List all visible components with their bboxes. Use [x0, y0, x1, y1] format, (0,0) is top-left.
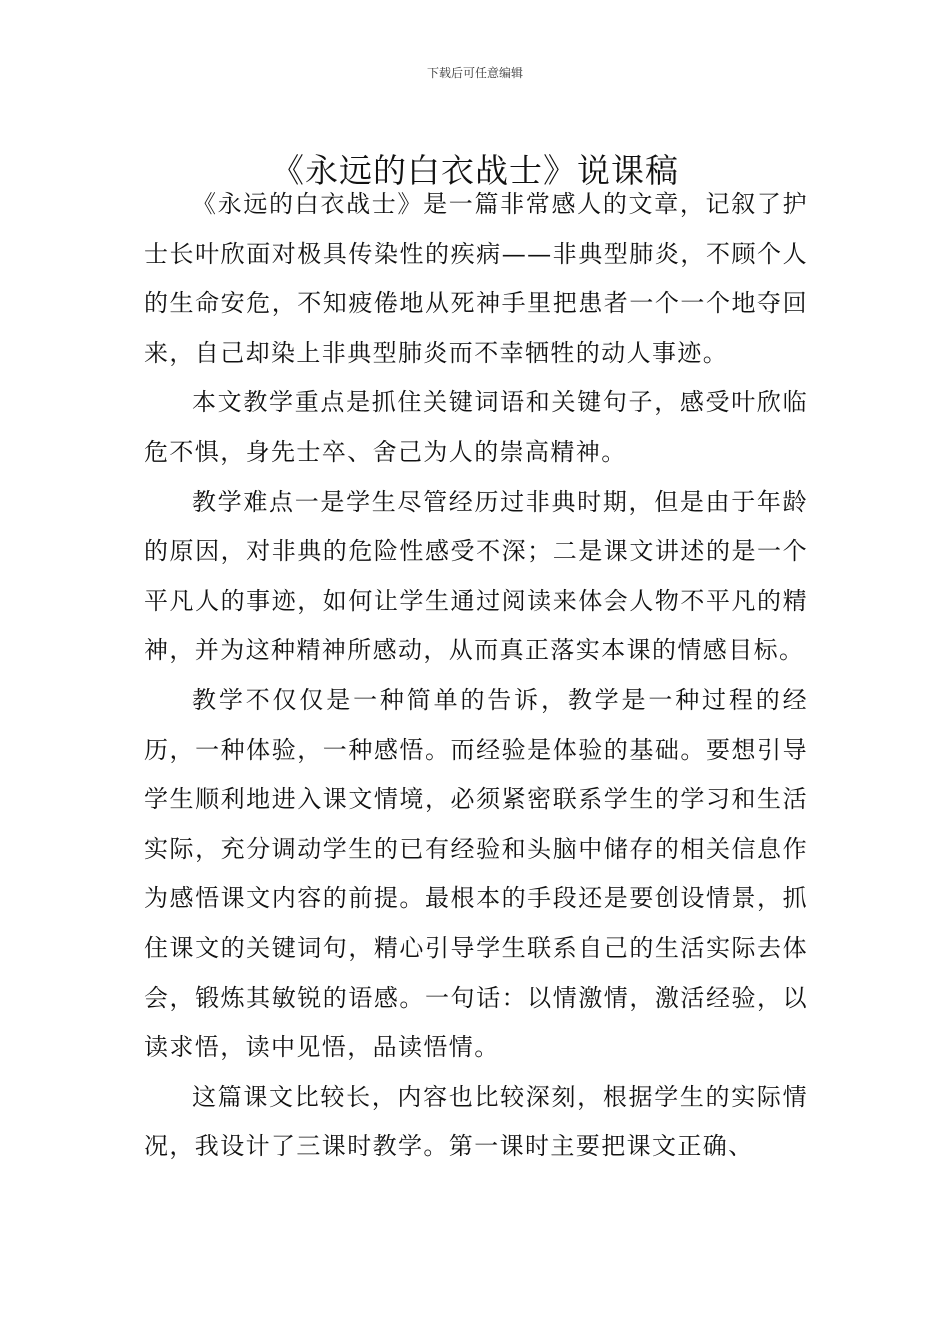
document-body	[144, 180, 808, 1172]
paragraph-key-points: 本文教学重点是抓住关键词语和关键句子，感受叶欣临危不惧，身先士卒、舍己为人的崇高精神。	[144, 388, 808, 466]
paragraph-teaching-method: 教学不仅仅是一种简单的告诉，教学是一种过程的经历，一种体验，一种感悟。而经验是体验的基础。要想引导学生顺利地进入课文情境，必须紧密联系学生的学习和生活实际，充分调动学生的已有经验和头脑中储存的相关信息作为感悟课文内容的前提。最根本的手段还是要创设情景，抓住课文的关键词句，精心引导学生联系自己的生活实际去体会，锻炼其敏锐的语感。一句话：以情激情，激活经验，以读求悟，读中见悟，品读悟情。	[144, 685, 808, 1062]
document-title: 《永远的白衣战士》说课稿	[271, 151, 679, 191]
paragraph-lesson-plan: 这篇课文比较长，内容也比较深刻，根据学生的实际情况，我设计了三课时教学。第一课时主要把课文正确、	[144, 1082, 808, 1161]
paragraph-difficulties: 教学难点一是学生尽管经历过非典时期，但是由于年龄的原因，对非典的危险性感受不深；二是课文讲述的是一个平凡人的事迹，如何让学生通过阅读来体会人物不平凡的精神，并为这种精神所感动，从而真正落实本课的情感目标。	[144, 487, 808, 665]
paragraph-summary: 《永远的白衣战士》是一篇非常感人的文章，记叙了护士长叶欣面对极具传染性的疾病——非典型肺炎，不顾个人的生命安危，不知疲倦地从死神手里把患者一个一个地夺回来，自己却染上非典型肺炎而不幸牺牲的动人事迹。	[144, 190, 808, 367]
header-note: 下载后可任意编辑	[426, 66, 523, 80]
